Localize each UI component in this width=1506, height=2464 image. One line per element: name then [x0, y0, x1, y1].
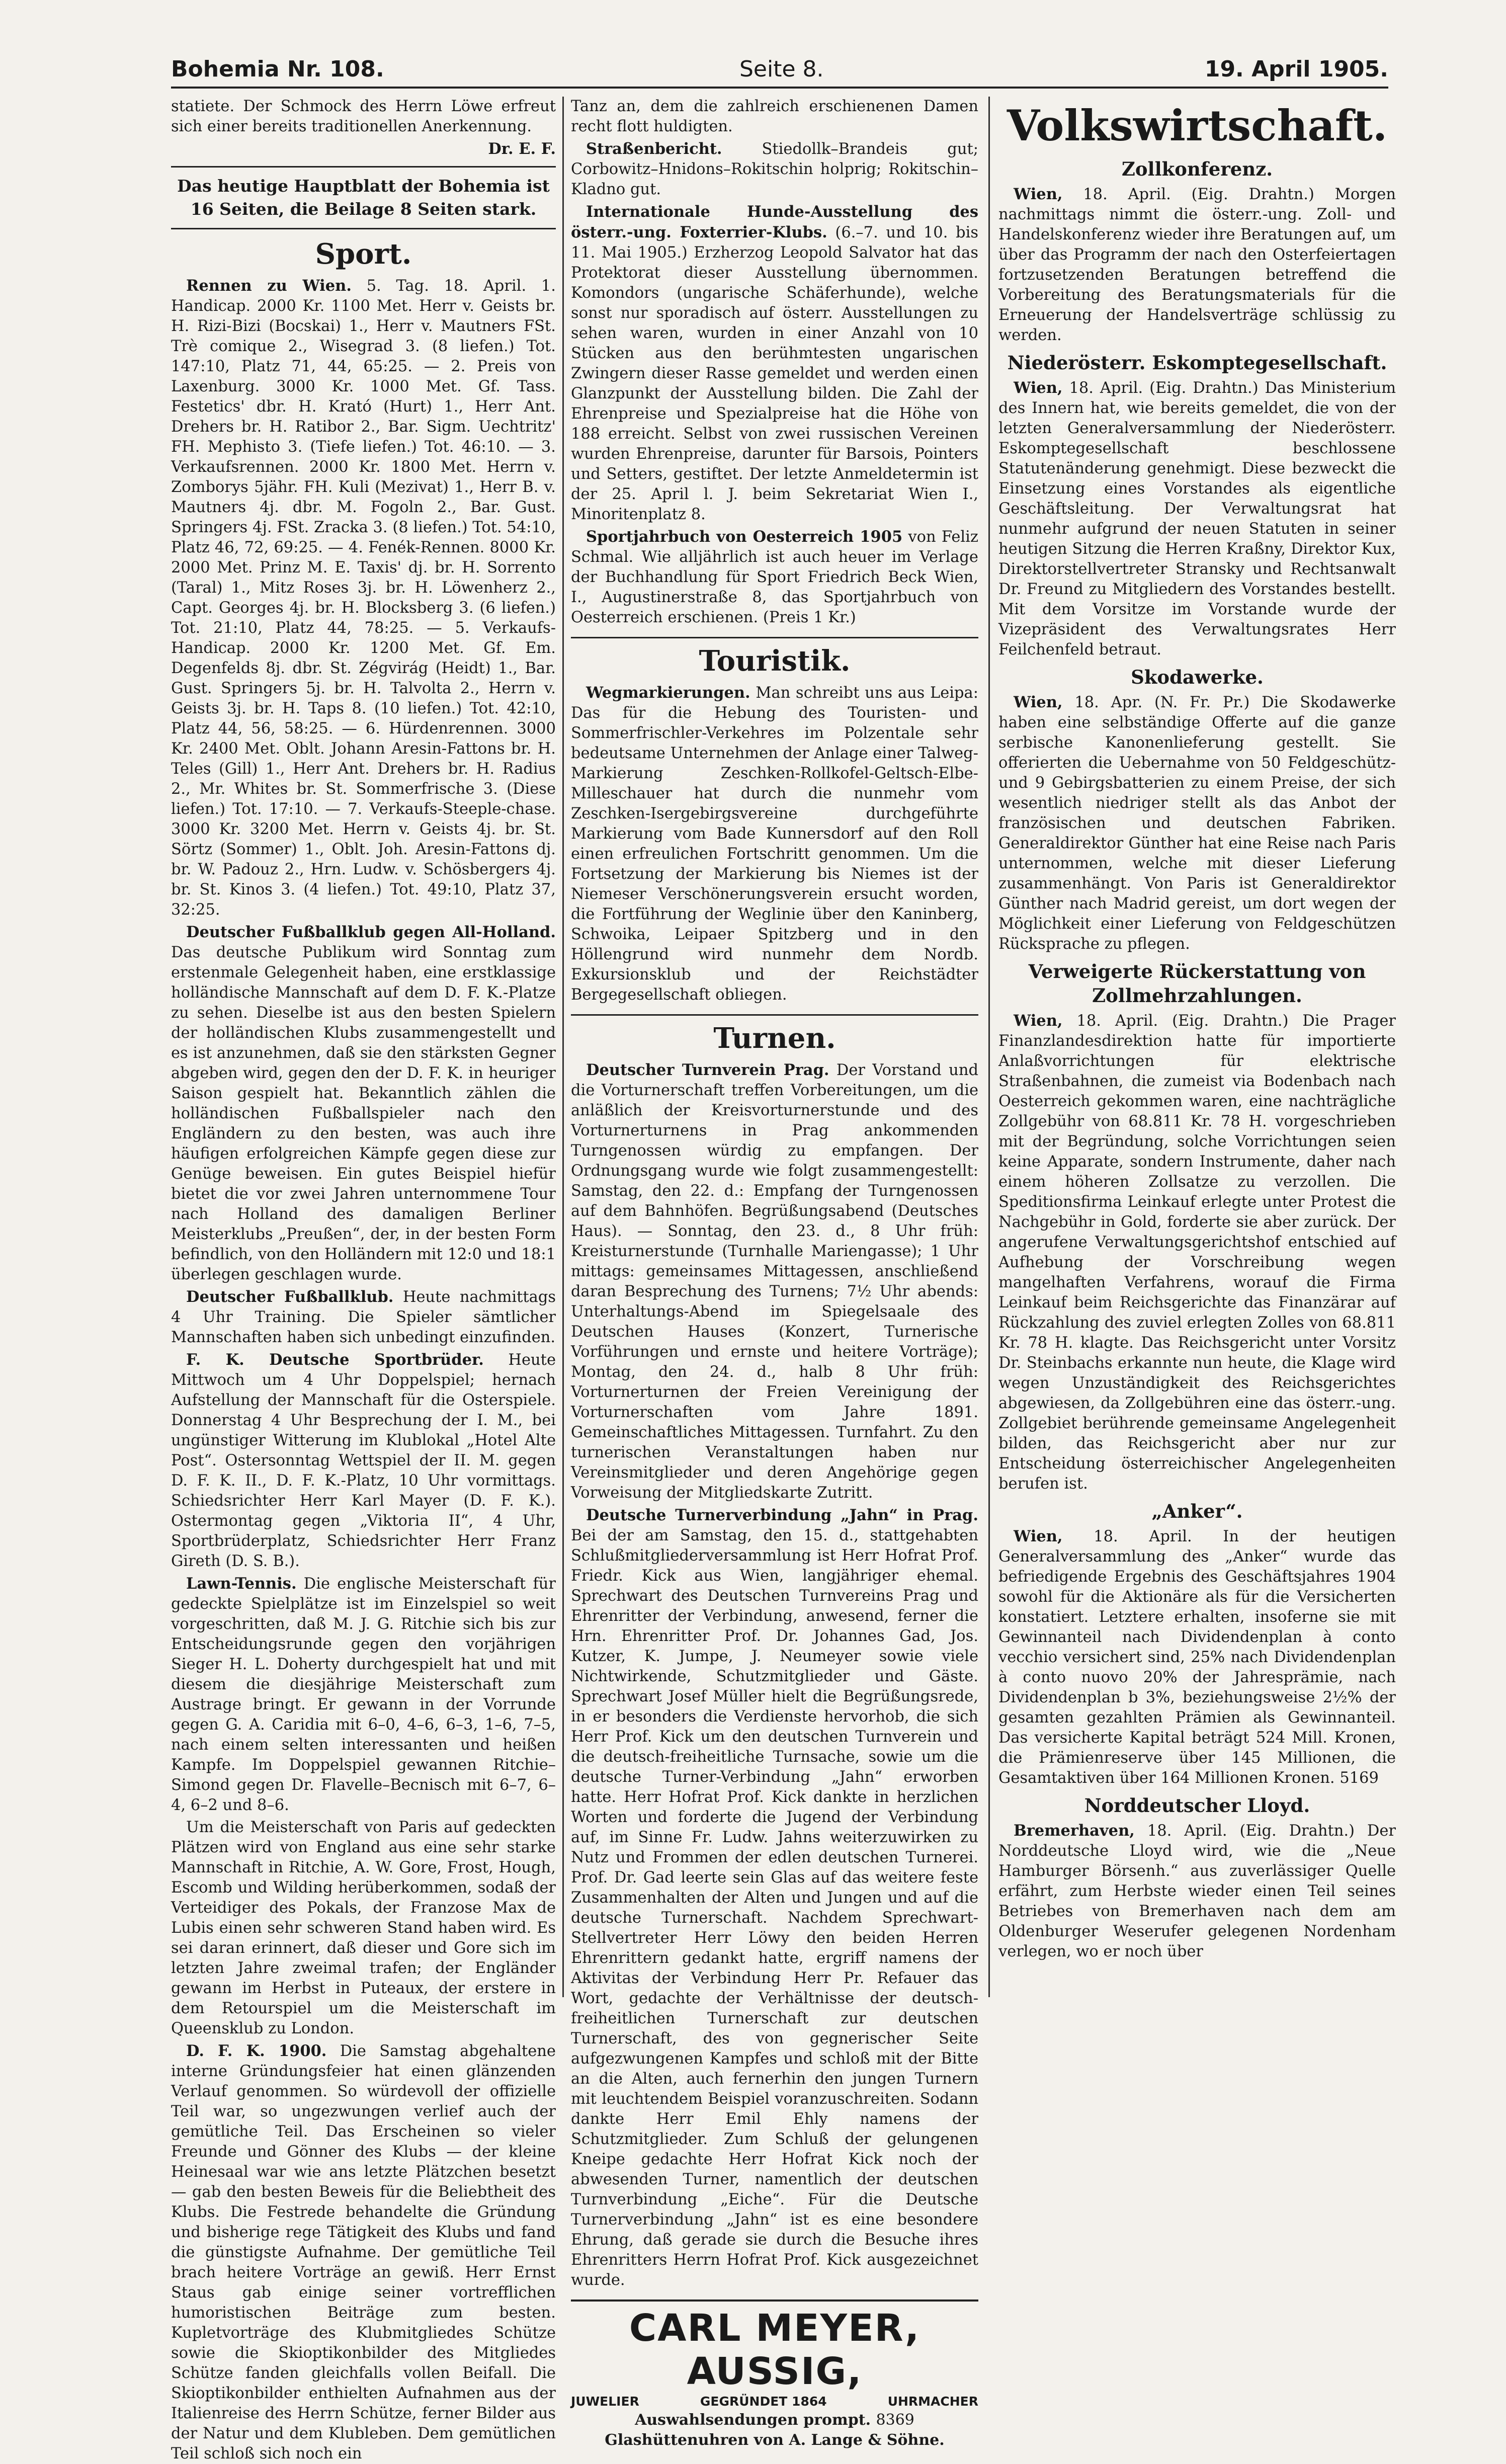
masthead-date: 19. April 1905.	[1204, 56, 1388, 82]
article-text: Stiedollk–Brandeis gut; Corbowitz–Hnidons–Rokitschin holprig; Rokitschin–Kladno gut.	[571, 140, 978, 198]
section-title-turnen: Turnen.	[713, 1022, 836, 1055]
article-text: Die englische Meisterschaft für gedeckte Spielplätze ist im Einzelspiel so weit vorgeschritten, daß M. J. G. Ritchie sich bis zur Entscheidungsrunde gegen den vorjährigen Sieger H. L. Doherty durchgespielt hat und mit diesem die diesjährige Meisterschaft zum Austrage bringt. Er gewann in der Vorrunde gegen G. A. Caridia mit 6–0, 4–6, 6–3, 1–6, 7–5, nach einem selten interessanten und heißen Kampfe. Im Doppelspiel gewannen Ritchie–Simond gegen Dr. Flavelle–Becnisch mit 6–7, 6–4, 6–2 und 8–6.	[171, 1575, 556, 1814]
column-rule	[988, 97, 990, 1997]
article-lead: Straßenbericht.	[586, 140, 722, 158]
article-text: 18. April. (Eig. Drahtn.) Die Prager Finanzlandesdirektion hatte für importierte Anlaßvorrichtungen für elektrische Straßenbahnen, die zumeist via Bodenbach nach Oesterreich gekommen waren, eine nachträgliche Zollgebühr von 68.811 Kr. 78 H. vorgeschrieben mit der Begründung, solche Vorrichtungen seien keine Apparate, sondern Instrumente, daher nach einem höheren Zollsatze zu verzollen. Die Speditionsfirma Leinkauf erlegte unter Protest die Nachgebühr in Gold, forderte sie aber zurück. Der angerufene Verwaltungsgerichtshof entschied auf Aufhebung der Vorschreibung wegen mangelhaften Verfahrens, worauf die Firma Leinkauf beim Reichsgerichte das Finanzärar auf Rückzahlung des zuviel erlegten Zolles von 68.811 Kr. 78 H. klagte. Das Reichsgericht unter Vorsitz Dr. Steinbachs erkannte nun heute, die Klage wird wegen Unzuständigkeit des Reichsgerichtes abgewiesen, da Zollgebühren eine das österr.-ung. Zollgebiet berührende gemeinsame Angelegenheit bilden, das Reichsgericht aber nur zur Entscheidung österreichischer Angelegenheiten berufen ist.	[998, 1012, 1396, 1493]
article-lead: Deutsche Turnerverbindung „Jahn“ in Prag.	[586, 1506, 978, 1524]
article-heading: Skodawerke.	[1131, 666, 1264, 688]
article-text: 18. April. In der heutigen Generalversammlung des „Anker“ wurde das befriedigende Ergebnis des Geschäftsjahres 1904 sowohl für die Aktionäre als für die Versicherten konstatiert. Letztere erhalten, insoferne sie mit Gewinnanteil nach Dividendenplan à conto vecchio versichert sind, 25% nach Dividendenplan à conto nuovo 20% der Jahresprämie, nach Dividendenplan b 3%, beziehungsweise 2½% der gesamten gezahlten Prämien als Gewinnanteil. Das versicherte Kapital beträgt 524 Mill. Kronen, die Prämienreserve über 145 Millionen, die Gesamtaktiven über 164 Millionen Kronen.	[998, 1528, 1396, 1787]
article-paragraph	[998, 1526, 1396, 1788]
article-heading: Zollkonferenz.	[1121, 158, 1273, 180]
article-paragraph	[171, 276, 556, 920]
article-lead: Deutscher Fußballklub.	[186, 1288, 394, 1306]
article-lead: Wien,	[1014, 185, 1063, 203]
article-heading: „Anker“.	[1151, 1500, 1243, 1522]
article-paragraph	[171, 1350, 556, 1572]
article-paragraph	[998, 1011, 1396, 1494]
article-paragraph	[571, 683, 978, 1005]
article-lead: Rennen zu Wien.	[186, 277, 352, 295]
article-lead: Wien,	[1014, 1012, 1063, 1030]
section-title-touristik: Touristik.	[699, 644, 851, 678]
article-lead: Deutscher Turnverein Prag.	[586, 1061, 829, 1079]
ad-center: GEGRÜNDET 1864	[700, 2394, 827, 2409]
article-heading: Niederösterr. Eskomptegesellschaft.	[1007, 352, 1387, 374]
article-text: Das deutsche Publikum wird Sonntag zum erstenmale Gelegenheit haben, eine erstklassige holländische Mannschaft auf dem D. F. K.-Platze zu sehen. Dieselbe ist aus den besten Spielern der holländischen Klubs zusammengestellt und es ist anzunehmen, daß sie den stärksten Gegner abgeben wird, gegen den der D. F. K. in heuriger Saison gespielt hat. Bekanntlich zählen die holländischen Fußballspieler nach den Engländern zu den besten, was auch ihre häufigen erfolgreichen Kämpfe gegen diese zur Genüge beweisen. Ein gutes Beispiel hiefür bietet die vor zwei Jahren unternommene Tour nach Holland des damaligen Berliner Meisterklubs „Preußen“, der, in der besten Form befindlich, von den Holländern mit 12:0 und 18:1 überlegen geschlagen wurde.	[171, 944, 556, 1283]
section-divider	[571, 1014, 978, 1016]
article-lead: Wegmarkierungen.	[586, 684, 750, 702]
article-text: (6.–7. und 10. bis 11. Mai 1905.) Erzherzog Leopold Salvator hat das Protektorat dieser Ausstellung übernommen. Komondors (ungarische Schäferhunde), welche sonst nur sporadisch auf österr. Ausstellungen zu sehen waren, wurden in einer Anzahl von 10 Stücken aus den berühmtesten ungarischen Zwingern dieser Rasse gemeldet und werden einen Glanzpunkt der Ausstellung bilden. Die Zahl der Ehrenpreise und Spezialpreise hat die Höhe von 188 erreicht. Selbst von zwei russischen Vereinen wurden Ehrenpreise, darunter für Barsois, Pointers und Setters, gestiftet. Der letzte Anmeldetermin ist der 25. April l. J. beim Sekretariat Wien I., Minoritenplatz 8.	[571, 224, 978, 523]
page-count-notice: Das heutige Hauptblatt der Bohemia ist 16 Seiten, die Beilage 8 Seiten stark.	[171, 166, 556, 229]
article-lead: Internationale Hunde-Ausstellung des österr.-ung. Foxterrier-Klubs.	[571, 203, 978, 241]
section-title-volkswirtschaft: Volkswirtschaft.	[1007, 101, 1388, 150]
column-2	[571, 97, 978, 2449]
author-signature: Dr. E. F.	[488, 140, 556, 158]
ad-company-name: CARL MEYER, AUSSIG,	[629, 2307, 921, 2393]
ad-subline	[571, 2393, 978, 2410]
article-paragraph	[571, 527, 978, 628]
masthead-issue: Bohemia Nr. 108.	[171, 56, 384, 82]
article-lead: Wien,	[1014, 1527, 1063, 1545]
article-paragraph	[998, 1821, 1396, 1962]
article-lead: Deutscher Fußballklub gegen All-Holland.	[186, 923, 556, 941]
masthead-page-number: Seite 8.	[739, 56, 824, 82]
article-paragraph: Tanz an, dem die zahlreich erschienenen Damen recht flott huldigten.	[571, 98, 978, 135]
article-lead: F. K. Deutsche Sportbrüder.	[186, 1351, 484, 1369]
article-paragraph	[171, 2041, 556, 2464]
ad-line-1-text: Auswahlsendungen prompt.	[635, 2411, 871, 2429]
article-heading: Norddeutscher Lloyd.	[1084, 1794, 1310, 1817]
article-paragraph	[571, 1060, 978, 1503]
article-text: Der Vorstand und die Vorturnerschaft treffen Vorbereitungen, um die anläßlich der Kreisvorturnerstunde und des Vorturnerturnens in Prag ankommenden Turngenossen würdig zu empfangen. Der Ordnungsgang wurde wie folgt zusammengestellt: Samstag, den 22. d.: Empfang der Turngenossen auf dem Bahnhöfen. Begrüßungsabend (Deutsches Haus). — Sonntag, den 23. d., 8 Uhr früh: Kreisturnerstunde (Turnhalle Mariengasse); 1 Uhr mittags: gemeinsames Mittagessen, anschließend daran Besprechung des Turnens; 7½ Uhr abends: Unterhaltungs-Abend im Spiegelsaale des Deutschen Hauses (Konzert, Turnerische Vorführungen und ernste und heitere Vorträge); Montag, den 24. d., halb 8 Uhr früh: Vorturnerturnen der Freien Vereinigung der Vorturnerschaften vom Jahre 1891. Gemeinschaftliches Mittagessen. Turnfahrt. Zu den turnerischen Veranstaltungen haben nur Vereinsmitglieder und deren Angehörige gegen Vorweisung der Mitgliedskarte Zutritt.	[571, 1061, 978, 1502]
article-lead: Lawn-Tennis.	[186, 1575, 297, 1593]
article-text: Heute Mittwoch um 4 Uhr Doppelspiel; hernach Aufstellung der Mannschaft für die Osterspiele. Donnerstag 4 Uhr Besprechung der I. M., bei ungünstiger Witterung im Klublokal „Hotel Alte Post“. Ostersonntag Wettspiel der II. M. gegen D. F. K. II., D. F. K.-Platz, 10 Uhr vormittags. Schiedsrichter Herr Karl Mayer (D. F. K.). Ostermontag gegen „Viktoria II“, 4 Uhr, Sportbrüderplatz, Schiedsrichter Herr Franz Gireth (D. S. B.).	[171, 1351, 556, 1570]
article-paragraph	[571, 139, 978, 200]
article-paragraph	[998, 184, 1396, 346]
article-paragraph: Um die Meisterschaft von Paris auf gedeckten Plätzen wird von England aus eine sehr starke Mannschaft in Ritchie, A. W. Gore, Frost, Hough, Escomb und Wilding herüberkommen, sodaß der Verteidiger des Pokals, der Franzose Max de Lubis einen sehr schweren Stand haben wird. Es sei daran erinnert, daß dieser und Gore sich im letzten Jahre zweimal trafen; der Engländer gewann im Herbst in Puteaux, der erstere in dem Retourspiel um die Meisterschaft im Queensklub zu London.	[171, 1819, 556, 2037]
article-lead: Bremerhaven,	[1014, 1822, 1135, 1840]
article-paragraph	[571, 202, 978, 525]
article-paragraph	[998, 692, 1396, 954]
article-text: 18. April. (Eig. Drahtn.) Morgen nachmittags nimmt die österr.-ung. Zoll- und Handelskonferenz wieder ihre Beratungen auf, um über das Programm der nach den Osterfeiertagen fortzusetzenden Beratungen betreffend die Vorbereitung des Beratungsmaterials für die Erneuerung der Handelsverträge schlüssig zu werden.	[998, 186, 1396, 344]
ad-left: JUWELIER	[571, 2394, 639, 2409]
ad-right: UHRMACHER	[887, 2394, 978, 2409]
masthead	[171, 46, 1388, 89]
section-divider	[571, 637, 978, 638]
article-paragraph	[171, 1574, 556, 1816]
ad-line-1	[571, 2410, 978, 2430]
article-text: 18. Apr. (N. Fr. Pr.) Die Skodawerke haben eine selbständige Offerte auf die ganze serbische Kanonenlieferung gestellt. Sie offerierten die Uebernahme von 50 Feldgeschütz- und 9 Gebirgsbatterien zu einem Preise, der sich wesentlich niedriger stellt als das Anbot der französischen und deutschen Fabriken. Generaldirektor Günther hat eine Reise nach Paris unternommen, welche mit dieser Lieferung zusammenhängt. Von Paris ist Generaldirektor Günther nach Madrid gereist, um dort wegen der Möglichkeit einer Lieferung von Feldgeschützen Rücksprache zu pflegen.	[998, 694, 1396, 953]
article-lead: D. F. K. 1900.	[186, 2042, 327, 2060]
article-lead: Wien,	[1014, 693, 1063, 711]
column-3	[998, 97, 1396, 1997]
article-text: Heute nachmittags 4 Uhr Training. Die Spieler sämtlicher Mannschaften haben sich unbedingt einzufinden.	[171, 1288, 556, 1346]
paragraph: statiete. Der Schmock des Herrn Löwe erfreut sich einer bereits traditionellen Anerkennung.	[171, 98, 556, 135]
article-paragraph	[171, 1287, 556, 1348]
article-text: Die Samstag abgehaltene interne Gründungsfeier hat einen glänzenden Verlauf genommen. So würdevoll der offizielle Teil war, so ungezwungen verlief auch der gemütliche Teil. Das Erscheinen so vieler Freunde und Gönner des Klubs — der kleine Heinesaal war wie ans letzte Plätzchen besetzt — gab den besten Beweis für die Beliebtheit des Klubs. Die Festrede behandelte die Gründung und bisherige rege Tätigkeit des Klubs und fand die günstigste Aufnahme. Der gemütliche Teil brach heitere Vorträge an gewiß. Herr Ernst Staus gab einige seiner vortrefflichen humoristischen Beiträge zum besten. Kupletvorträge des Klubmitgliedes Schütze sowie die Skioptikonbilder des Mitgliedes Schütze fanden gleichfalls vollen Beifall. Die Skioptikonbilder enthielten Aufnahmen aus der Italienreise des Herrn Schütze, ferner Bilder aus der Natur und dem Klubleben. Dem gemütlichen Teil schloß sich noch ein	[171, 2042, 556, 2462]
ad-code: 8369	[876, 2411, 914, 2429]
article-text: Man schreibt uns aus Leipa: Das für die Hebung des Touristen- und Sommerfrischler-Verkehres im Polzentale sehr bedeutsame Unternehmen der Anlage einer Talweg-Markierung Zeschken-Rollkofel-Geltsch-Elbe-Milleschauer hat durch die nunmehr vom Zeschken-Isergebirgsvereine durchgeführte Markierung vom Bade Kunnersdorf auf den Roll einen erfreulichen Fortschritt genommen. Um die Fortsetzung der Markierung bis Niemes ist der Niemeser Verschönerungsverein ersucht worden, die Fortführung der Weglinie über den Kaninberg, Schwoika, Leipaer Spitzberg und in den Höllengrund wird nunmehr dem Nordb. Exkursionsklub und der Reichstädter Bergegesellschaft obliegen.	[571, 684, 978, 1004]
article-lead: Sportjahrbuch von Oesterreich 1905	[586, 528, 903, 546]
article-text: von Feliz Schmal. Wie alljährlich ist auch heuer im Verlage der Buchhandlung für Sport Friedrich Beck Wien, I., Augustinerstraße 8, das Sportjahrbuch von Oesterreich erschienen. (Preis 1 Kr.)	[571, 528, 978, 626]
article-lead: Wien,	[1014, 379, 1063, 397]
article-paragraph	[571, 1505, 978, 2290]
article-text: Bei der am Samstag, den 15. d., stattgehabten Schlußmitgliederversammlung ist Herr Hofrat Prof. Friedr. Kick aus Wien, langjähriger ehemal. Sprechwart des Deutschen Turnvereins Prag und Ehrenritter der Verbindung, anwesend, ferner die Hrn. Ehrenritter Prof. Dr. Johannes Gad, Jos. Kutzer, K. Jumpe, J. Neumeyer sowie viele Nichtwirkende, Schutzmitglieder und Gäste. Sprechwart Josef Müller hielt die Begrüßungsrede, in er besonders die Verdienste hervorhob, die sich Herr Prof. Kick um den deutschen Turnverein und die deutsch-freiheitliche Turnsache, sowie um die deutsche Turner-Verbindung „Jahn“ erworben hatte. Herr Hofrat Prof. Kick dankte in herzlichen Worten und forderte die Jugend der Verbindung auf, im Sinne Fr. Ludw. Jahns weiterzuwirken zu Nutz und Frommen der edlen deutschen Turnerei. Prof. Dr. Gad leerte sein Glas auf das weitere feste Zusammenhalten der Alten und Jungen und auf die deutsche Turnerschaft. Nachdem Sprechwart-Stellvertreter Herr Löwy den beiden Herren Ehrenrittern gedankt hatte, ergriff namens der Aktivitas der Verbindung Herr Pr. Refauer das Wort, gedachte der Verhältnisse der deutsch-freiheitlichen Turnerschaft zur deutschen Turnerschaft, des von gegnerischer Seite aufgezwungenen Kampfes und schloß mit der Bitte an die Alten, auch fernerhin den jungen Turnern mit leuchtendem Beispiel voranzuschreiten. Sodann dankte Herr Emil Ehly namens der Schutzmitglieder. Zum Schluß der gelungenen Kneipe gedachte Herr Hofrat Kick noch der abwesenden Turner, namentlich der deutschen Turnverbindung „Eiche“. Für die Deutsche Turnerverbindung „Jahn“ ist es eine besondere Ehrung, daß gerade sie durch die Besuche ihres Ehrenritters Herrn Hofrat Prof. Kick ausgezeichnet wurde.	[571, 1527, 978, 2289]
article-paragraph	[171, 922, 556, 1285]
ad-line-2: Glashüttenuhren von A. Lange & Söhne.	[605, 2431, 945, 2449]
article-text: 18. April. (Eig. Drahtn.) Das Ministerium des Innern hat, wie bereits gemeldet, die von der letzten Generalversammlung der Niederösterr. Eskomptegesellschaft beschlossene Statutenänderung genehmigt. Diese bezweckt die Einsetzung eines Vorstandes als eigentliche Geschäftsleitung. Der Verwaltungsrat hat nunmehr aufgrund der neuen Statuten in seiner heutigen Sitzung die Herren Kraßny, Direktor Kux, Direktorstellvertreter Stransky und Rechtsanwalt Dr. Freund zu Mitgliedern des Vorstandes bestellt. Mit dem Vorsitze im Vorstande wurde der Vizepräsident des Verwaltungsrates Herr Feilchenfeld betraut.	[998, 379, 1396, 659]
advertisement-carl-meyer	[571, 2299, 978, 2450]
column-rule	[562, 97, 564, 1997]
section-title-sport: Sport.	[315, 237, 412, 271]
ad-code: 5169	[1340, 1769, 1379, 1787]
column-1	[171, 97, 556, 2462]
article-paragraph	[998, 378, 1396, 660]
article-heading: Verweigerte Rückerstattung von Zollmehrzahlungen.	[1028, 960, 1366, 1007]
article-text: 18. April. (Eig. Drahtn.) Der Norddeutsche Lloyd wird, wie die „Neue Hamburger Börsenh.“ aus zuverlässiger Quelle erfährt, zum Herbste wieder einen Teil seines Betriebes von Bremerhaven nach dem am Oldenburger Weserufer gelegenen Nordenham verlegen, wo er noch über	[998, 1822, 1396, 1960]
article-text: 5. Tag. 18. April. 1. Handicap. 2000 Kr. 1100 Met. Herr v. Geists br. H. Rizi-Bizi (Bocskai) 1., Herr v. Mautners FSt. Trè comique 2., Wisegrad 3. (8 liefen.) Tot. 147:10, Platz 71, 44, 65:25. — 2. Preis von Laxenburg. 3000 Kr. 1000 Met. Gf. Tass. Festetics' dbr. H. Krató (Hurt) 1., Herr Ant. Drehers br. H. Ratibor 2., Bar. Sigm. Uechtritz' FH. Mephisto 3. (Tiefe liefen.) Tot. 46:10. — 3. Verkaufsrennen. 2000 Kr. 1800 Met. Herrn v. Zomborys 5jähr. FH. Kuli (Mezivat) 1., Herr B. v. Mautners 4j. dbr. M. Fogoln 2., Bar. Gust. Springers 4j. FSt. Zracka 3. (8 liefen.) Tot. 54:10, Platz 46, 72, 69:25. — 4. Fenék-Rennen. 8000 Kr. 2000 Met. Prinz M. E. Taxis' dj. br. H. Sorrento (Taral) 1., Mitz Roses 3j. br. H. Löwenherz 2., Capt. Georges 4j. br. H. Blocksberg 3. (6 liefen.) Tot. 21:10, Platz 44, 78:25. — 5. Verkaufs-Handicap. 2000 Kr. 1200 Met. Gf. Em. Degenfelds 8j. dbr. St. Zégvirág (Heidt) 1., Bar. Gust. Springers 5j. br. H. Talvolta 2., Herrn v. Geists 3j. br. H. Taps 8. (10 liefen.) Tot. 42:10, Platz 44, 56, 58:25. — 6. Hürdenrennen. 3000 Kr. 2400 Met. Oblt. Johann Aresin-Fattons br. H. Teles (Gill) 1., Herr Ant. Drehers br. H. Radius 2., Mr. Whites br. St. Sommerfrische 3. (Diese liefen.) Tot. 17:10. — 7. Verkaufs-Steeple-chase. 3000 Kr. 3200 Met. Herrn v. Geists 4j. br. St. Sörtz (Sommer) 1., Oblt. Joh. Aresin-Fattons dj. br. W. Padouz 2., Hrn. Ludw. v. Schösbergers 4j. br. St. Kinos 3. (4 liefen.) Tot. 49:10, Platz 37, 32:25.	[171, 277, 556, 919]
